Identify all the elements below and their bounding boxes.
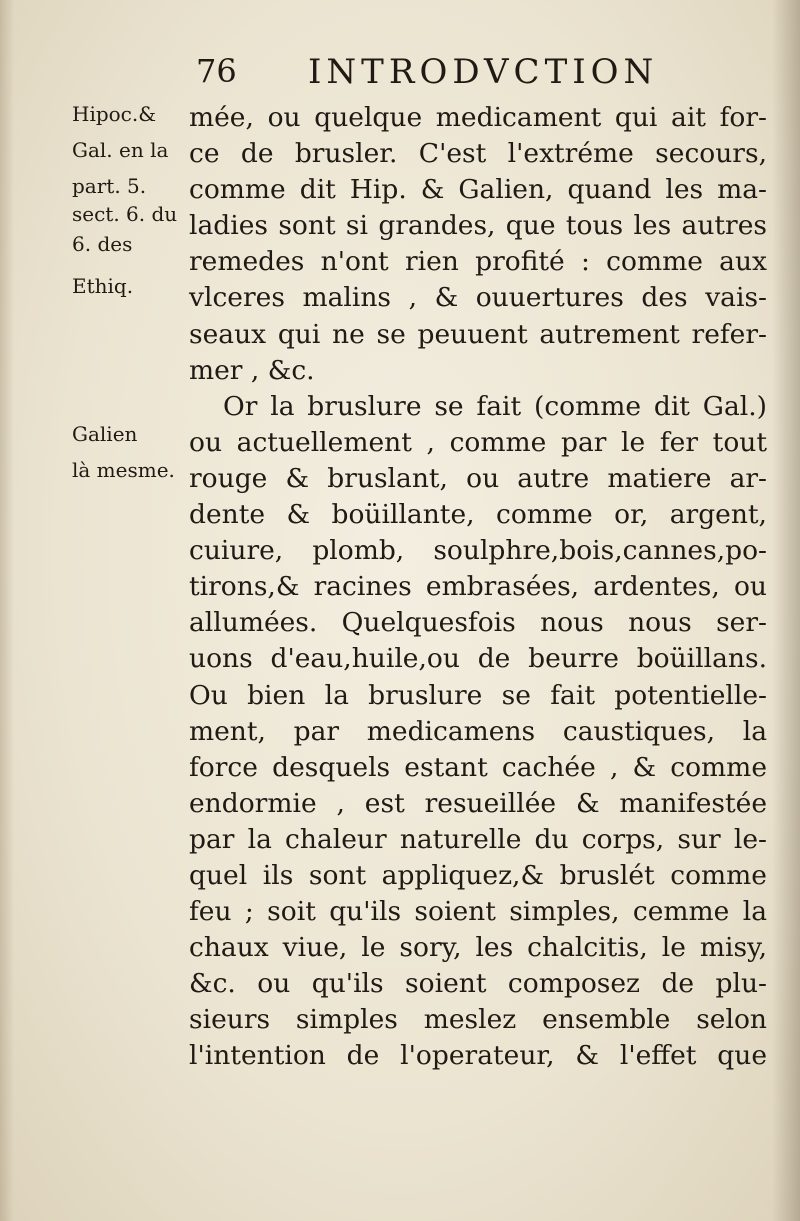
text-line: ment, par medicamens caustiques, la	[189, 715, 767, 747]
text-line: par la chaleur naturelle du corps, sur le-	[189, 823, 767, 855]
text-line: ou actuellement , comme par le fer tout	[189, 426, 767, 458]
margin-note: Hipoc.&	[72, 102, 157, 126]
margin-note: Galien	[72, 422, 138, 446]
running-title: INTRODVCTION	[308, 52, 659, 92]
margin-note: là mesme.	[72, 458, 175, 482]
text-line: allumées. Quelquesfois nous nous ser-	[189, 607, 767, 639]
page-gutter-shadow	[772, 0, 800, 1221]
body-text	[189, 100, 767, 1075]
text-line: endormie , est resueillée & manifestée	[189, 787, 767, 819]
paragraph	[189, 100, 767, 389]
text-line: feu ; soit qu'ils soient simples, cemme la	[189, 896, 767, 928]
text-line: Or la bruslure se fait (comme dit Gal.)	[223, 390, 767, 422]
text-line: vlceres malins , & ouuertures des vais-	[189, 282, 767, 314]
margin-note: part. 5.	[72, 174, 147, 198]
text-line: &c. ou qu'ils soient composez de plu-	[189, 968, 767, 1000]
running-header	[196, 52, 756, 100]
paragraph	[189, 389, 767, 1075]
text-line: rouge & bruslant, ou autre matiere ar-	[189, 462, 767, 494]
text-line: uons d'eau,huile,ou de beurre boüillans.	[189, 643, 767, 675]
margin-note: sect. 6. du	[72, 202, 178, 226]
page-left-edge	[0, 0, 14, 1221]
text-line: cuiure, plomb, soulphre,bois,cannes,po-	[189, 535, 767, 567]
text-line: remedes n'ont rien profité : comme aux	[189, 246, 767, 278]
text-line: force desquels estant cachée , & comme	[189, 751, 767, 783]
text-line: tirons,& racines embrasées, ardentes, ou	[189, 571, 767, 603]
text-line: mer , &c.	[189, 354, 315, 386]
margin-note: 6. des	[72, 232, 133, 256]
text-line: ladies sont si grandes, que tous les autres	[189, 210, 767, 242]
text-line: chaux viue, le sory, les chalcitis, le misy,	[189, 932, 767, 964]
text-line: seaux qui ne se peuuent autrement refer-	[189, 318, 767, 350]
page-number: 76	[196, 52, 237, 90]
text-line: quel ils sont appliquez,& bruslét comme	[189, 859, 767, 891]
margin-note: Ethiq.	[72, 274, 134, 298]
margin-note: Gal. en la	[72, 138, 169, 162]
text-line: mée, ou quelque medicament qui ait for-	[189, 102, 767, 133]
text-line: l'intention de l'operateur, & l'effet que	[189, 1040, 767, 1072]
text-line: dente & boüillante, comme or, argent,	[189, 499, 767, 531]
text-line: Ou bien la bruslure se fait potentielle-	[189, 679, 767, 711]
text-line: comme dit Hip. & Galien, quand les ma-	[189, 174, 767, 206]
text-line: ce de brusler. C'est l'extréme secours,	[189, 138, 767, 170]
text-line: sieurs simples meslez ensemble selon	[189, 1004, 767, 1036]
